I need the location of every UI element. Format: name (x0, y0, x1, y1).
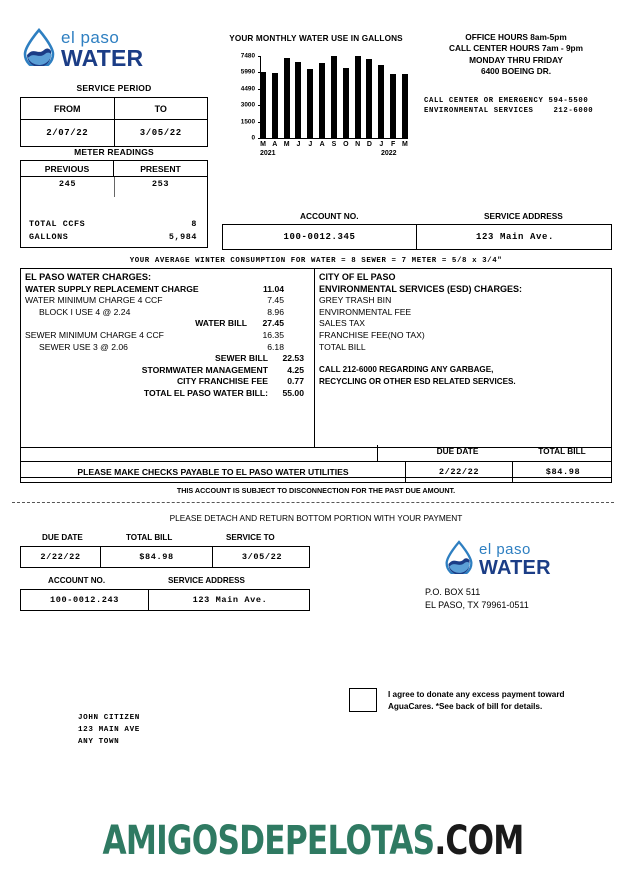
remit-po-box: P.O. BOX 511 (425, 587, 481, 597)
chart-xtick-label: J (308, 141, 313, 148)
due-date-label: DUE DATE (436, 446, 479, 456)
service-period-header-to: TO (114, 98, 208, 120)
chart-ytick-mark-3 (258, 105, 261, 106)
water-charge-amount: 27.45 (262, 318, 284, 329)
chart-xtick-label: S (331, 141, 337, 148)
el-paso-water-logo-stub (444, 540, 551, 579)
esd-note-line-1: CALL 212-6000 REGARDING ANY GARBAGE, (319, 365, 494, 375)
chart-xtick-label: J (296, 141, 301, 148)
office-address: 6400 BOEING DR. (480, 66, 552, 77)
chart-year-start: 2021 (260, 150, 276, 157)
chart-xtick-label: M (402, 141, 408, 148)
total-ccfs-label: TOTAL CCFS (29, 219, 86, 229)
water-charge-row (25, 330, 310, 342)
water-charge-amount: 16.35 (262, 329, 284, 340)
detach-note: PLEASE DETACH AND RETURN BOTTOM PORTION WITH YOUR PAYMENT (169, 513, 463, 523)
account-no-label: ACCOUNT NO. (300, 211, 359, 221)
stub-headers-row-1 (20, 533, 310, 546)
total-ccfs-value: 8 (191, 219, 197, 229)
meter-previous-value: 245 (58, 179, 77, 189)
esd-note-line-2: RECYCLING OR OTHER ESD RELATED SERVICES. (319, 376, 516, 386)
chart-xtick-label: J (379, 141, 384, 148)
water-charge-row (25, 295, 310, 307)
water-drop-icon-stub (444, 540, 474, 579)
remit-address (425, 586, 529, 611)
water-charge-label: TOTAL EL PASO WATER BILL: (143, 387, 268, 398)
water-charge-amount: 11.04 (262, 283, 284, 294)
chart-xtick-label: O (343, 141, 349, 148)
water-charge-row (25, 365, 310, 377)
water-charges-heading: EL PASO WATER CHARGES: (25, 272, 152, 282)
checks-payable-text: PLEASE MAKE CHECKS PAYABLE TO EL PASO WATER UTILITIES (21, 462, 406, 482)
water-charge-amount: 8.96 (267, 306, 284, 317)
meter-readings-title: METER READINGS (74, 147, 154, 157)
meter-header-previous: PREVIOUS (21, 161, 114, 176)
donate-text (388, 689, 618, 712)
stub-due-date-label: DUE DATE (42, 533, 83, 542)
chart-ytick-mark-2 (258, 89, 261, 90)
water-charge-amount: 7.45 (267, 295, 284, 306)
service-period-from-value: 2/07/22 (21, 120, 115, 147)
water-drop-icon (22, 28, 56, 71)
due-date-value: 2/22/22 (406, 462, 513, 482)
chart-bar (295, 62, 301, 138)
stub-values-row-2 (20, 589, 310, 611)
service-period-title: SERVICE PERIOD (76, 83, 152, 93)
disconnect-note: THIS ACCOUNT IS SUBJECT TO DISCONNECTION FOR THE PAST DUE AMOUNT. (176, 486, 456, 495)
chart-bar (331, 56, 337, 138)
meter-header-present: PRESENT (140, 163, 181, 174)
chart-title: YOUR MONTHLY WATER USE IN GALLONS (229, 34, 403, 43)
chart-bar (366, 59, 372, 138)
due-headers (20, 446, 612, 461)
total-bill-value: $84.98 (545, 467, 581, 477)
chart-xtick-label: D (366, 141, 372, 148)
chart-ytick-3: 3000 (240, 101, 255, 109)
stub-account-no-value: 100-0012.243 (21, 590, 149, 610)
stub-values-row-1 (20, 546, 310, 568)
environmental-services-line: ENVIRONMENTAL SERVICES 212-6000 (424, 107, 594, 115)
esd-charge-row: SALES TAX (319, 318, 366, 329)
stub-service-address-label: SERVICE ADDRESS (168, 576, 245, 585)
water-charge-row (25, 284, 310, 296)
chart-bar (343, 68, 349, 138)
watermark (69, 818, 557, 864)
remit-city-state-zip: EL PASO, TX 79961-0511 (425, 599, 529, 610)
service-address-label: SERVICE ADDRESS (484, 211, 563, 221)
customer-street: 123 MAIN AVE (78, 726, 140, 734)
water-charge-label: CITY FRANCHISE FEE (176, 376, 268, 387)
esd-charge-row: FRANCHISE FEE(NO TAX) (319, 329, 425, 340)
account-no-value: 100-0012.345 (283, 232, 356, 242)
water-charge-label: WATER BILL (195, 318, 247, 329)
gallons-label: GALLONS (29, 232, 69, 242)
total-bill-label: TOTAL BILL (538, 446, 586, 456)
service-period-table (20, 97, 208, 147)
donate-checkbox[interactable] (349, 688, 377, 712)
chart-y-axis (216, 52, 258, 142)
chart-xtick-label: M (283, 141, 290, 148)
esd-charges-rows (319, 295, 608, 353)
water-charge-label: SEWER MINIMUM CHARGE 4 CCF (25, 329, 164, 340)
service-address-value: 123 Main Ave. (475, 232, 554, 242)
esd-charges-column (314, 269, 613, 447)
call-center-line: CALL CENTER OR EMERGENCY 594-5500 (424, 97, 589, 105)
chart-bar (284, 58, 290, 138)
water-charge-row (25, 376, 310, 388)
customer-name: JOHN CITIZEN (78, 714, 140, 722)
stub-headers-row-2 (20, 576, 310, 589)
detach-line-top (12, 502, 614, 503)
esd-charge-row: GREY TRASH BIN (319, 295, 392, 306)
chart-ytick-mark-5 (258, 138, 261, 139)
stub-total-bill-value: $84.98 (101, 547, 213, 567)
logo-text-water: WATER (61, 45, 144, 71)
water-charge-amount: 6.18 (267, 341, 284, 352)
chart-bar (402, 74, 408, 138)
water-charge-amount: 55.00 (282, 387, 304, 398)
water-charge-amount: 4.25 (287, 364, 304, 375)
water-charge-label: SEWER USE 3 @ 2.06 (39, 341, 128, 352)
esd-charge-row: TOTAL BILL (319, 341, 366, 352)
watermark-black: .COM (434, 818, 524, 864)
office-hours-line-3: MONDAY THRU FRIDAY (469, 54, 563, 65)
chart-bar (307, 69, 313, 139)
service-period-header-from: FROM (21, 98, 115, 120)
water-charge-amount: 22.53 (282, 353, 304, 364)
gallons-value: 5,984 (168, 232, 197, 242)
stub-service-address-value: 123 Main Ave. (192, 595, 268, 605)
water-charge-label: WATER MINIMUM CHARGE 4 CCF (25, 295, 163, 306)
water-charge-amount: 0.77 (287, 376, 304, 387)
contact-numbers-block (424, 96, 620, 116)
chart-year-end: 2022 (381, 150, 397, 157)
office-hours-block (418, 32, 614, 78)
office-hours-line-2: CALL CENTER HOURS 7am - 9pm (449, 43, 583, 54)
winter-consumption-line: YOUR AVERAGE WINTER CONSUMPTION FOR WATER = 8 SEWER = 7 METER = 5/8 x 3/4" (129, 257, 503, 265)
water-charge-label: SEWER BILL (215, 353, 268, 364)
esd-heading-1: CITY OF EL PASO (319, 272, 396, 282)
water-charge-label: STORMWATER MANAGEMENT (141, 364, 268, 375)
watermark-green: AMIGOSDEPELOTAS (102, 818, 435, 864)
chart-bars (260, 56, 408, 138)
chart-xtick-label: M (260, 141, 266, 148)
chart-ytick-2: 4490 (240, 85, 255, 93)
account-info-box (222, 224, 612, 250)
logo-stub-text-water: WATER (479, 556, 551, 579)
chart-xtick-label: F (390, 141, 396, 148)
chart-ytick-1: 5990 (240, 68, 255, 76)
chart-x-axis-line (260, 138, 408, 139)
water-charge-row (25, 388, 310, 400)
customer-city: ANY TOWN (78, 738, 120, 746)
office-hours-line-1: OFFICE HOURS 8am-5pm (465, 32, 567, 42)
chart-bar (272, 73, 278, 138)
chart-bar (378, 65, 384, 138)
donate-line-1: I agree to donate any excess payment toward (388, 690, 565, 699)
monthly-water-use-chart (216, 34, 416, 169)
water-charge-row (25, 342, 310, 354)
water-charge-row (25, 353, 310, 365)
chart-ytick-mark-0 (258, 56, 261, 57)
logo-stub-text-el-paso: el paso (479, 540, 531, 558)
water-charge-label: BLOCK I USE 4 @ 2.24 (39, 306, 131, 317)
el-paso-water-logo (22, 28, 143, 71)
chart-ytick-mark-1 (258, 72, 261, 73)
chart-ytick-mark-4 (258, 122, 261, 123)
water-charge-row (25, 318, 310, 330)
chart-bar (319, 63, 325, 138)
chart-xtick-label: A (272, 141, 278, 148)
stub-service-to-value: 3/05/22 (241, 552, 283, 562)
stub-total-bill-label: TOTAL BILL (126, 533, 173, 542)
chart-ytick-0: 7480 (240, 52, 255, 60)
chart-xtick-label: A (319, 141, 325, 148)
chart-bar (355, 56, 361, 138)
esd-heading-2: ENVIRONMENTAL SERVICES (ESD) CHARGES: (319, 283, 523, 294)
stub-account-no-label: ACCOUNT NO. (48, 576, 106, 585)
logo-text-el-paso: el paso (61, 28, 120, 47)
meter-present-value: 253 (151, 179, 170, 189)
chart-plot-area (260, 56, 408, 138)
water-charges-column (21, 269, 314, 447)
chart-xtick-label: N (355, 141, 361, 148)
donate-line-2: AguaCares. *See back of bill for details. (388, 701, 543, 711)
esd-charge-row: ENVIRONMENTAL FEE (319, 306, 412, 317)
customer-address (78, 712, 140, 748)
meter-readings-table (20, 160, 208, 248)
chart-ytick-4: 1500 (240, 118, 255, 126)
water-charges-rows (25, 284, 310, 400)
stub-service-to-label: SERVICE TO (226, 533, 275, 542)
water-charge-label: WATER SUPPLY REPLACEMENT CHARGE (25, 283, 199, 294)
chart-x-labels (260, 141, 408, 148)
service-period-to-value: 3/05/22 (114, 120, 208, 147)
water-charge-row (25, 307, 310, 319)
chart-ytick-5: 0 (251, 134, 255, 142)
chart-bar (390, 74, 396, 138)
stub-due-date-value: 2/22/22 (21, 547, 101, 567)
account-headers (222, 211, 612, 223)
due-amount-row (20, 461, 612, 483)
